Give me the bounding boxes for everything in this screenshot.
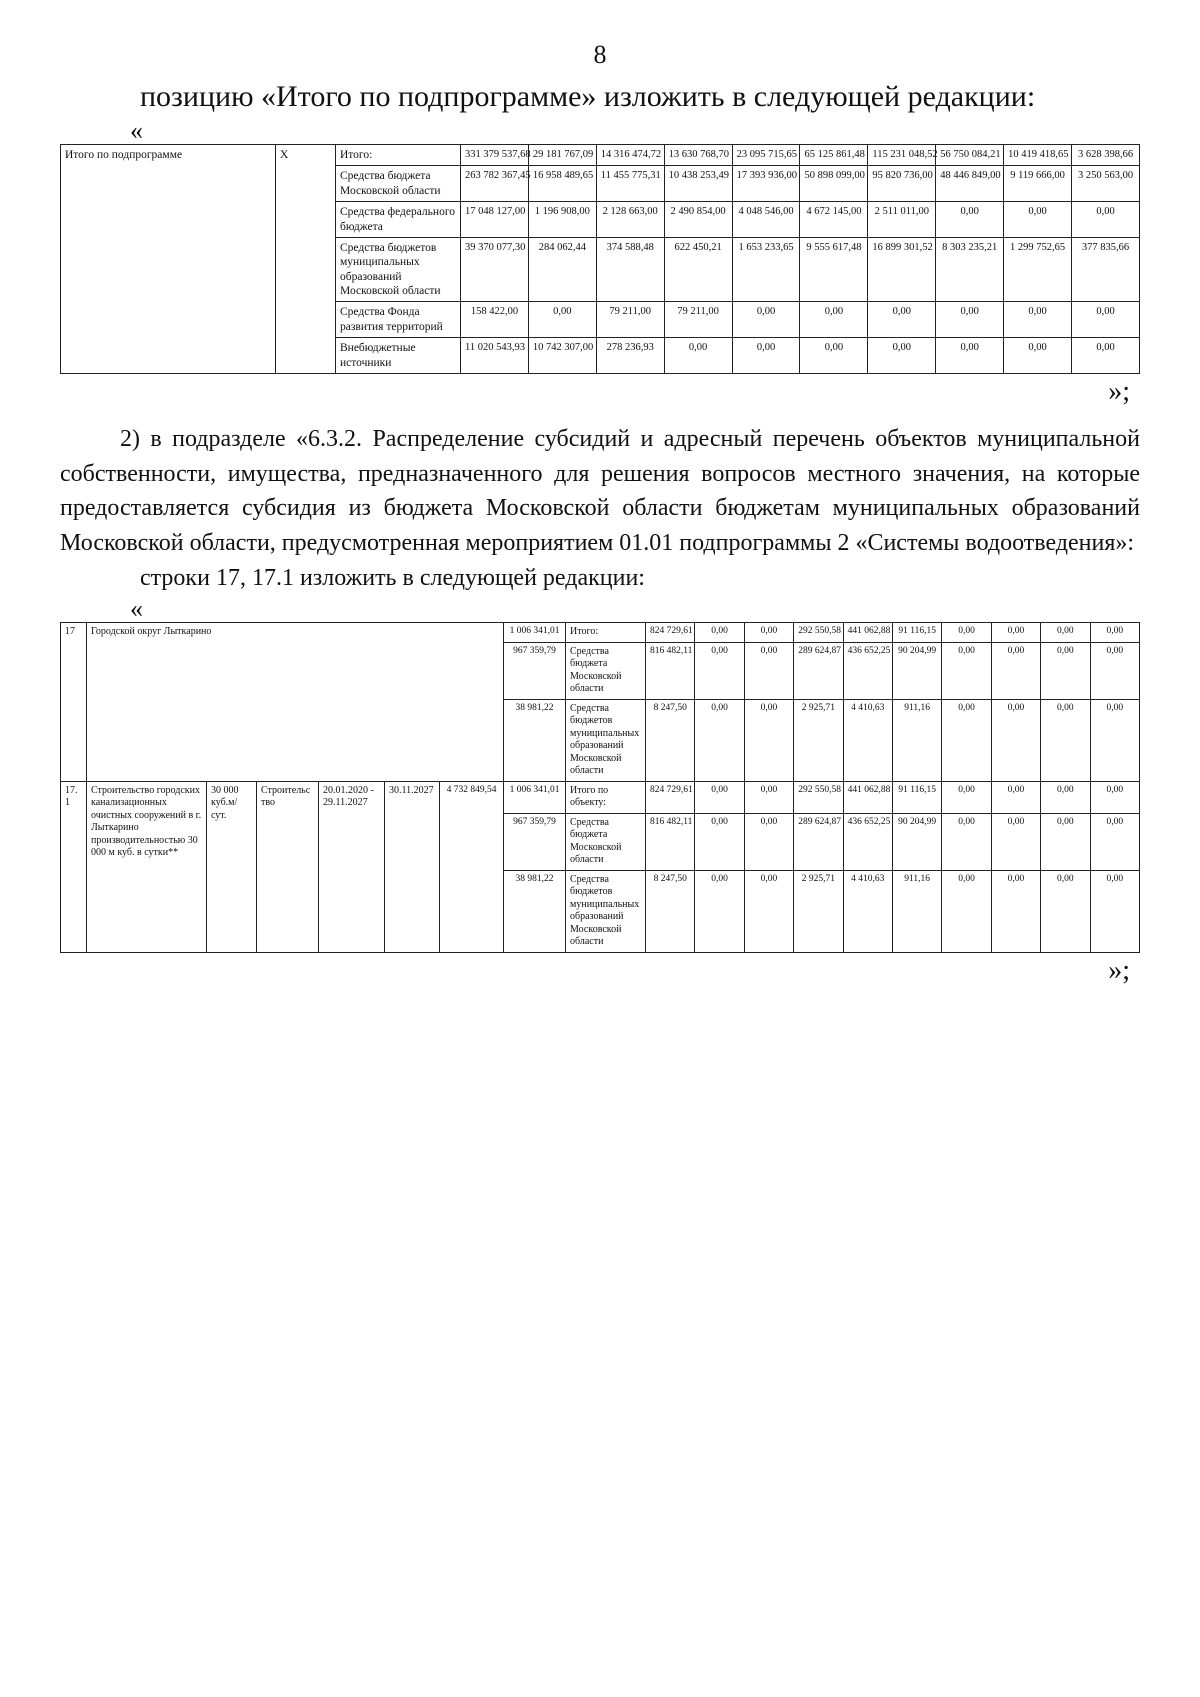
table-cell: 816 482,11 <box>646 642 695 699</box>
table-cell: 0,00 <box>936 302 1004 338</box>
table-cell: 14 316 474,72 <box>596 145 664 166</box>
table-cell: 292 550,58 <box>794 781 843 813</box>
work-dates: 20.01.2020 - 29.11.2027 <box>319 781 385 952</box>
table-cell: 10 438 253,49 <box>664 166 732 202</box>
table-cell: 3 628 398,66 <box>1072 145 1140 166</box>
funding-label: Итого по объекту: <box>566 781 646 813</box>
table-cell: 11 020 543,93 <box>461 338 529 374</box>
table-cell: 441 062,88 <box>843 781 892 813</box>
table-cell: 0,00 <box>744 642 793 699</box>
table-cell: 8 247,50 <box>646 870 695 952</box>
table-cell: 824 729,61 <box>646 623 695 643</box>
table-cell: 0,00 <box>991 642 1040 699</box>
object-capacity: 30 000 куб.м/сут. <box>207 781 257 952</box>
table-cell: 56 750 084,21 <box>936 145 1004 166</box>
table-cell: 2 925,71 <box>794 699 843 781</box>
table-cell: 50 898 099,00 <box>800 166 868 202</box>
table-cell: 90 204,99 <box>892 642 941 699</box>
open-quote-2: « <box>130 594 143 624</box>
total-value: 1 006 341,01 <box>504 781 566 813</box>
subtotal-value: 967 359,79 <box>504 642 566 699</box>
table-cell: 374 588,48 <box>596 237 664 302</box>
table-cell: 441 062,88 <box>843 623 892 643</box>
table-cell: 90 204,99 <box>892 813 941 870</box>
table-cell: 4 410,63 <box>843 870 892 952</box>
table-cell: 0,00 <box>800 302 868 338</box>
table-cell: 11 455 775,31 <box>596 166 664 202</box>
table-cell: 0,00 <box>991 623 1040 643</box>
table-cell: 2 925,71 <box>794 870 843 952</box>
table-cell: 9 555 617,48 <box>800 237 868 302</box>
table-cell: 0,00 <box>1041 642 1090 699</box>
table-cell: 0,00 <box>1090 781 1139 813</box>
table-cell: 4 410,63 <box>843 699 892 781</box>
table-cell: 436 652,25 <box>843 813 892 870</box>
table-cell: 95 820 736,00 <box>868 166 936 202</box>
row-number: 17.1 <box>61 781 87 952</box>
table-cell: 16 899 301,52 <box>868 237 936 302</box>
paragraph-2b: строки 17, 17.1 изложить в следующей редакции: <box>140 565 645 592</box>
table-cell: 816 482,11 <box>646 813 695 870</box>
distribution-table <box>60 622 1140 953</box>
table-cell: 331 379 537,68 <box>461 145 529 166</box>
table-cell: 0,00 <box>1004 202 1072 238</box>
table-cell: 0,00 <box>1041 623 1090 643</box>
table-cell: 0,00 <box>695 870 744 952</box>
total-value: 1 006 341,01 <box>504 623 566 643</box>
table-cell: 0,00 <box>695 781 744 813</box>
subprogram-total-table <box>60 144 1140 374</box>
table-cell: 289 624,87 <box>794 813 843 870</box>
table-cell: 0,00 <box>868 338 936 374</box>
open-quote: « <box>130 116 143 145</box>
table-cell: 0,00 <box>942 813 991 870</box>
table-cell: 0,00 <box>868 302 936 338</box>
table-cell: 0,00 <box>1072 338 1140 374</box>
table-cell: 0,00 <box>936 202 1004 238</box>
table-cell: 0,00 <box>942 642 991 699</box>
table-cell: 23 095 715,65 <box>732 145 800 166</box>
table-cell: 0,00 <box>695 813 744 870</box>
table-cell: 91 116,15 <box>892 781 941 813</box>
table-cell: 0,00 <box>744 870 793 952</box>
table-cell: 0,00 <box>1004 338 1072 374</box>
paragraph-2: 2) в подразделе «6.3.2. Распределение субсидий и адресный перечень объектов муниципальной собственности, имущества, предназначенного для решения вопросов местного значения, на которые предоставляется субсидия из бюджета Московской области бюджетам муниципальных образований Московской области, предусмотренная мероприятием 01.01 подпрограммы 2 «Системы водоотведения»: <box>60 425 1140 557</box>
table-cell: 0,00 <box>991 870 1040 952</box>
table-cell: 0,00 <box>1004 302 1072 338</box>
table-cell: 0,00 <box>732 302 800 338</box>
table-cell: 0,00 <box>991 699 1040 781</box>
subtotal-value: 38 981,22 <box>504 870 566 952</box>
table-cell: 0,00 <box>1072 202 1140 238</box>
table-cell: 0,00 <box>942 870 991 952</box>
row-label: Итого по подпрограмме <box>61 145 276 374</box>
table-cell: 17 048 127,00 <box>461 202 529 238</box>
table-cell: 17 393 936,00 <box>732 166 800 202</box>
table-cell: 0,00 <box>991 781 1040 813</box>
table-cell: 1 653 233,65 <box>732 237 800 302</box>
table-cell: 4 048 546,00 <box>732 202 800 238</box>
table-cell: 0,00 <box>695 623 744 643</box>
funding-label: Средства бюджета Московской области <box>566 642 646 699</box>
table-cell: 9 119 666,00 <box>1004 166 1072 202</box>
table-cell: 284 062,44 <box>528 237 596 302</box>
subtotal-value: 38 981,22 <box>504 699 566 781</box>
table-row <box>61 623 1140 643</box>
x-mark: X <box>276 145 336 374</box>
funding-label: Средства бюджетов муниципальных образований Московской области <box>336 237 461 302</box>
object-name: Строительство городских канализационных очистных сооружений в г. Лыткарино производительностью 30 000 м куб. в сутки** <box>87 781 207 952</box>
table-cell: 0,00 <box>942 623 991 643</box>
table-cell: 4 672 145,00 <box>800 202 868 238</box>
table-row <box>61 145 1140 166</box>
table-cell: 0,00 <box>744 623 793 643</box>
table-cell: 65 125 861,48 <box>800 145 868 166</box>
table-cell: 0,00 <box>991 813 1040 870</box>
table-cell: 0,00 <box>1041 781 1090 813</box>
table-cell: 0,00 <box>800 338 868 374</box>
table-cell: 16 958 489,65 <box>528 166 596 202</box>
funding-label: Средства бюджета Московской области <box>336 166 461 202</box>
close-quote-2: »; <box>1108 954 1130 986</box>
table-cell: 91 116,15 <box>892 623 941 643</box>
page-number: 8 <box>593 40 607 69</box>
table-cell: 79 211,00 <box>596 302 664 338</box>
table-cell: 8 303 235,21 <box>936 237 1004 302</box>
table-cell: 278 236,93 <box>596 338 664 374</box>
table-cell: 263 782 367,45 <box>461 166 529 202</box>
table-cell: 1 196 908,00 <box>528 202 596 238</box>
table-cell: 0,00 <box>942 781 991 813</box>
table-cell: 292 550,58 <box>794 623 843 643</box>
table-cell: 10 419 418,65 <box>1004 145 1072 166</box>
table-cell: 29 181 767,09 <box>528 145 596 166</box>
table-cell: 2 490 854,00 <box>664 202 732 238</box>
table-cell: 158 422,00 <box>461 302 529 338</box>
table-cell: 0,00 <box>942 699 991 781</box>
funding-label: Средства федерального бюджета <box>336 202 461 238</box>
funding-label: Средства бюджета Московской области <box>566 813 646 870</box>
table-cell: 39 370 077,30 <box>461 237 529 302</box>
table-cell: 911,16 <box>892 699 941 781</box>
funding-label: Средства бюджетов муниципальных образований Московской области <box>566 699 646 781</box>
table-cell: 0,00 <box>744 813 793 870</box>
table-cell: 2 128 663,00 <box>596 202 664 238</box>
subtotal-value: 967 359,79 <box>504 813 566 870</box>
row-number: 17 <box>61 623 87 782</box>
table-cell: 622 450,21 <box>664 237 732 302</box>
table-row <box>61 781 1140 813</box>
work-type: Строительство <box>257 781 319 952</box>
table-cell: 0,00 <box>1090 870 1139 952</box>
table-cell: 3 250 563,00 <box>1072 166 1140 202</box>
table-cell: 1 299 752,65 <box>1004 237 1072 302</box>
table-cell: 0,00 <box>1090 813 1139 870</box>
district-name: Городской округ Лыткарино <box>87 623 504 782</box>
table-cell: 0,00 <box>1090 699 1139 781</box>
table-cell: 0,00 <box>528 302 596 338</box>
funding-label: Внебюджетные источники <box>336 338 461 374</box>
table-cell: 0,00 <box>744 699 793 781</box>
table-cell: 10 742 307,00 <box>528 338 596 374</box>
table-cell: 0,00 <box>936 338 1004 374</box>
table-cell: 0,00 <box>1041 813 1090 870</box>
table-cell: 289 624,87 <box>794 642 843 699</box>
table-cell: 13 630 768,70 <box>664 145 732 166</box>
table-cell: 115 231 048,52 <box>868 145 936 166</box>
table-cell: 0,00 <box>1041 699 1090 781</box>
table-cell: 436 652,25 <box>843 642 892 699</box>
table-cell: 79 211,00 <box>664 302 732 338</box>
table-cell: 0,00 <box>695 699 744 781</box>
table-cell: 377 835,66 <box>1072 237 1140 302</box>
table-cell: 911,16 <box>892 870 941 952</box>
end-date: 30.11.2027 <box>385 781 440 952</box>
table-cell: 0,00 <box>1090 642 1139 699</box>
table-cell: 0,00 <box>1090 623 1139 643</box>
table-cell: 824 729,61 <box>646 781 695 813</box>
funding-label: Средства бюджетов муниципальных образований Московской области <box>566 870 646 952</box>
object-cost: 4 732 849,54 <box>440 781 504 952</box>
table-cell: 0,00 <box>1041 870 1090 952</box>
table-cell: 0,00 <box>732 338 800 374</box>
table-cell: 0,00 <box>664 338 732 374</box>
table-cell: 0,00 <box>1072 302 1140 338</box>
funding-label: Итого: <box>336 145 461 166</box>
close-quote-1: »; <box>1108 375 1130 407</box>
table-cell: 0,00 <box>695 642 744 699</box>
funding-label: Средства Фонда развития территорий <box>336 302 461 338</box>
table-cell: 48 446 849,00 <box>936 166 1004 202</box>
funding-label: Итого: <box>566 623 646 643</box>
intro-text: позицию «Итого по подпрограмме» изложить в следующей редакции: <box>140 80 1036 113</box>
table-cell: 0,00 <box>744 781 793 813</box>
table-cell: 2 511 011,00 <box>868 202 936 238</box>
table-cell: 8 247,50 <box>646 699 695 781</box>
